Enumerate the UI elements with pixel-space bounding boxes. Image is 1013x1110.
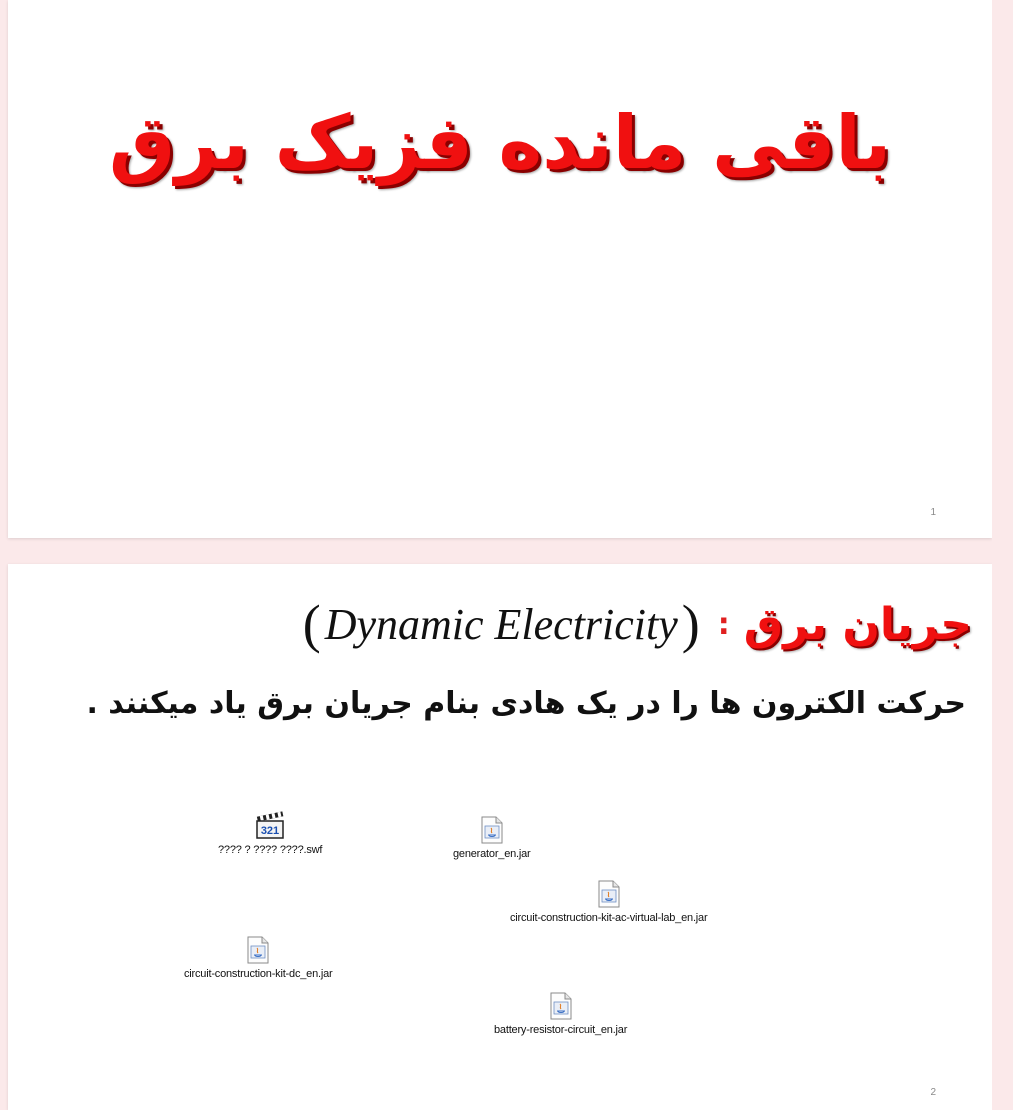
file-label: battery-resistor-circuit_en.jar (494, 1024, 628, 1036)
heading-english-text: Dynamic Electricity (324, 599, 678, 649)
file-label: generator_en.jar (453, 848, 531, 860)
slide-number: 2 (930, 1087, 936, 1098)
embedded-file-cck-ac[interactable] (510, 880, 707, 924)
paren-close: ) (681, 594, 700, 654)
file-label: circuit-construction-kit-dc_en.jar (184, 968, 333, 980)
heading-persian: جریان برق (743, 598, 972, 650)
svg-text:321: 321 (260, 825, 280, 837)
java-jar-icon (597, 880, 621, 908)
java-jar-icon (480, 816, 504, 844)
heading-colon: : (717, 606, 730, 642)
embedded-file-cck-dc[interactable] (184, 936, 332, 980)
java-jar-icon (246, 936, 270, 964)
java-jar-icon (549, 992, 573, 1020)
slide-number: 1 (930, 507, 936, 518)
slide-2[interactable] (8, 564, 992, 1110)
media-player-classic-icon (254, 808, 286, 840)
embedded-file-generator[interactable] (453, 816, 531, 860)
slide-heading (8, 584, 972, 664)
file-label: ???? ? ???? ????.swf (218, 844, 323, 856)
viewer-scroll-gutter[interactable] (992, 0, 1013, 1110)
embedded-file-swf[interactable] (218, 808, 322, 856)
paren-open: ( (302, 594, 321, 654)
slide-title: باقی مانده فزیک برق (108, 100, 892, 186)
heading-english (299, 593, 704, 655)
embedded-file-battery[interactable] (494, 992, 627, 1036)
file-label: circuit-construction-kit-ac-virtual-lab_en.jar (510, 912, 708, 924)
slide-body-text: حرکت الکترون ها را در یک هادی بنام جریان برق یاد میکنند . (86, 686, 966, 721)
slide-1[interactable] (8, 0, 992, 538)
